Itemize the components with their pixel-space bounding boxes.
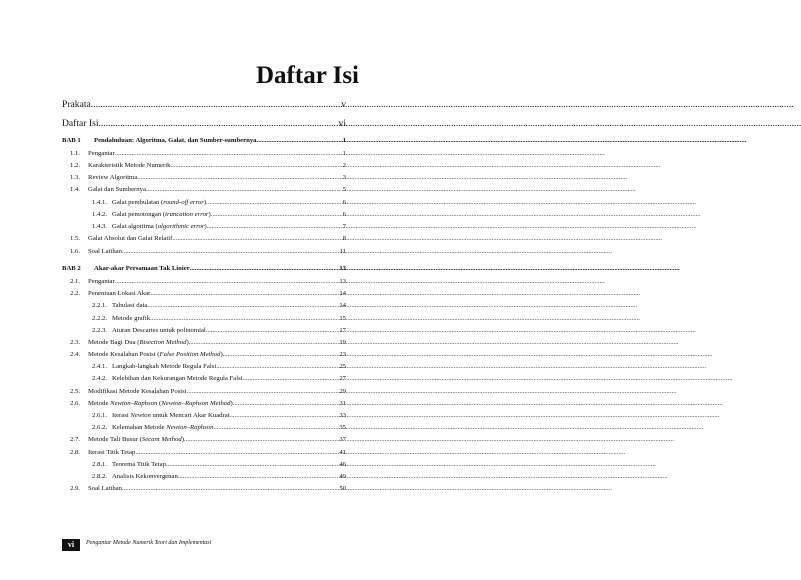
toc-leader-dots xyxy=(146,186,342,193)
toc-entry xyxy=(70,449,346,456)
toc-entry xyxy=(70,400,346,407)
toc-entry xyxy=(70,485,346,492)
toc-entry xyxy=(62,99,346,110)
toc-entry-page: 6 xyxy=(342,199,346,206)
toc-leader-dots xyxy=(233,400,339,407)
toc-entry-page: 13 xyxy=(339,278,346,285)
toc-entry xyxy=(70,174,346,181)
toc-entry xyxy=(92,375,346,382)
toc-entry-number: 2.1. xyxy=(70,278,81,285)
page-title: Daftar Isi xyxy=(255,62,359,89)
toc-entry-label: Galat pembulatan (round-off error) xyxy=(112,199,207,206)
toc-entry-page: 1 xyxy=(342,150,346,157)
toc-entry-page: 17 xyxy=(339,327,346,334)
toc-entry-label: Daftar Isi xyxy=(62,118,99,129)
toc-entry xyxy=(62,118,346,129)
toc-entry-number: 2.5. xyxy=(70,388,81,395)
toc-entry xyxy=(92,302,346,309)
toc-entry-label: Langkah-langkah Metode Regula Falsi xyxy=(112,363,217,370)
toc-leader-dots xyxy=(122,248,339,255)
toc-entry-label: Soal Latihan xyxy=(88,248,122,255)
toc-entry-page: 49 xyxy=(339,473,346,480)
toc-entry-number: 1.4. xyxy=(70,186,81,193)
toc-entry-label: Teorema Titik Tetap xyxy=(112,461,166,468)
toc-entry-number: 2.8.1. xyxy=(92,461,108,468)
toc-entry xyxy=(92,327,346,334)
toc-entry-label: Pengantar xyxy=(88,278,115,285)
toc-entry-page: 25 xyxy=(339,363,346,370)
toc-entry-page: 1 xyxy=(342,137,346,144)
toc-entry xyxy=(70,339,346,346)
toc-entry-number: 2.2.3. xyxy=(92,327,108,334)
toc-entry xyxy=(92,412,346,419)
toc-entry xyxy=(70,150,346,157)
toc-entry-number: 2.4.1. xyxy=(92,363,108,370)
toc-entry-number: 1.1. xyxy=(70,150,81,157)
toc-entry-number: 2.2.2. xyxy=(92,315,108,322)
toc-leader-dots xyxy=(178,473,339,480)
toc-leader-dots xyxy=(243,375,339,382)
toc-entry xyxy=(70,388,346,395)
toc-entry-page: 29 xyxy=(339,388,346,395)
toc-entry-label: Metode Bagi Dua (Bisection Method) xyxy=(88,339,189,346)
toc-entry-label: Prakata xyxy=(62,99,91,110)
toc-leader-dots xyxy=(115,150,342,157)
toc-entry-page: vi xyxy=(338,118,346,129)
toc-entry xyxy=(92,424,346,431)
toc-entry-number: 1.4.3. xyxy=(92,223,108,230)
toc-leader-dots xyxy=(115,278,339,285)
toc-entry-label: Kelemahan Metode Newton–Raphson xyxy=(112,424,214,431)
toc-entry-label: Modifikasi Metode Kesalahan Posisi xyxy=(88,388,187,395)
toc-entry xyxy=(62,137,346,144)
footer-book-title: Pengantar Metode Numerik Teori dan Implementasi xyxy=(86,540,212,546)
toc-leader-dots xyxy=(206,327,339,334)
toc-entry xyxy=(92,211,346,218)
toc-entry-label: Soal Latihan xyxy=(88,485,122,492)
toc-entry-number: 2.4. xyxy=(70,351,81,358)
toc-entry xyxy=(92,315,346,322)
toc-entry-label: Kelebihan dan Kekurangan Metode Regula Falsi xyxy=(112,375,243,382)
toc-entry-page: 23 xyxy=(339,351,346,358)
toc-entry-label: Metode grafik xyxy=(112,315,151,322)
toc-leader-dots xyxy=(230,412,339,419)
toc-entry xyxy=(92,223,346,230)
toc-leader-dots xyxy=(257,137,342,144)
footer-page-number: vi xyxy=(62,539,80,551)
toc-entry-label: Tabulasi data xyxy=(112,302,148,309)
toc-entry-number: 2.2. xyxy=(70,290,81,297)
toc-entry-number: 1.6. xyxy=(70,248,81,255)
toc-entry-label: Metode Newton–Raphson (Newton–Raphson Method) xyxy=(88,400,233,407)
toc-entry-label: Metode Tali Busur (Secant Method) xyxy=(88,436,185,443)
toc-entry-label: Pengantar xyxy=(88,150,115,157)
toc-entry-label: Iterasi Titik Tetap xyxy=(88,449,136,456)
toc-entry-page: 3 xyxy=(342,174,346,181)
toc-leader-dots xyxy=(150,315,338,322)
toc-entry-page: 8 xyxy=(342,235,346,242)
toc-entry-label: Metode Kesalahan Posisi (False Position Method) xyxy=(88,351,223,358)
toc-entry xyxy=(92,199,346,206)
toc-entry-label: Karakteristik Metode Numerik xyxy=(88,162,171,169)
toc-entry-page: 37 xyxy=(339,436,346,443)
toc-entry xyxy=(92,461,346,468)
toc-entry-page: 14 xyxy=(339,302,346,309)
toc-leader-dots xyxy=(147,302,338,309)
toc-entry-page: 46 xyxy=(339,461,346,468)
toc-entry-label: Pendahuluan: Algoritma, Galat, dan Sumber-sumbernya xyxy=(94,137,257,144)
toc-leader-dots xyxy=(206,199,342,206)
toc-entry-page: 6 xyxy=(342,211,346,218)
toc-entry-number: 2.7. xyxy=(70,436,81,443)
toc-entry-label: Galat algoritma (algorithmic error) xyxy=(112,223,207,230)
toc-leader-dots xyxy=(170,162,341,169)
toc-entry-number: 1.5. xyxy=(70,235,81,242)
toc-entry-number: 2.4.2. xyxy=(92,375,108,382)
toc-entry-number: 2.6.2. xyxy=(92,424,108,431)
toc-entry-page: 7 xyxy=(342,223,346,230)
toc-leader-dots xyxy=(187,388,339,395)
toc-entry-page: 11 xyxy=(339,248,346,255)
toc-leader-dots xyxy=(190,265,339,272)
toc-entry xyxy=(70,351,346,358)
toc-entry xyxy=(70,162,346,169)
toc-entry-number: 2.6.1. xyxy=(92,412,108,419)
toc-entry-label: Galat pemotongan (truncation error) xyxy=(112,211,211,218)
toc-entry-label: Galat dan Sumbernya xyxy=(88,186,146,193)
toc-entry-number: 2.2.1. xyxy=(92,302,108,309)
toc-entry xyxy=(70,248,346,255)
toc-leader-dots xyxy=(122,485,338,492)
toc-entry-label: Analisis Kekonvergenan xyxy=(112,473,178,480)
toc-entry-number: 1.4.1. xyxy=(92,199,108,206)
toc-leader-dots xyxy=(223,351,339,358)
toc-leader-dots xyxy=(172,235,341,242)
toc-entry-number: 2.3. xyxy=(70,339,81,346)
toc-entry-page: v xyxy=(341,99,346,110)
toc-leader-dots xyxy=(99,118,338,129)
toc-entry-label: Review Algoritma xyxy=(88,174,138,181)
toc-leader-dots xyxy=(189,339,339,346)
toc-entry-page: 13 xyxy=(339,265,346,272)
toc-entry-page: 33 xyxy=(339,412,346,419)
toc-entry xyxy=(70,278,346,285)
toc-entry-number: 2.6. xyxy=(70,400,81,407)
toc-entry-page: 5 xyxy=(342,186,346,193)
toc-entry xyxy=(92,473,346,480)
toc-entry-page: 50 xyxy=(339,485,346,492)
toc-entry-label: Galat Absolut dan Galat Relatif xyxy=(88,235,173,242)
toc-entry-page: 19 xyxy=(339,339,346,346)
toc-entry-label: Penentuan Lokasi Akar xyxy=(88,290,151,297)
toc-entry-number: 1.4.2. xyxy=(92,211,108,218)
toc-entry-label: Aturan Descartes untuk polinomial xyxy=(112,327,206,334)
toc-entry-label: Iterasi Newton untuk Mencari Akar Kuadrat xyxy=(112,412,230,419)
toc-leader-dots xyxy=(135,449,338,456)
toc-leader-dots xyxy=(166,461,338,468)
toc-entry-page: 27 xyxy=(339,375,346,382)
toc-leader-dots xyxy=(137,174,341,181)
toc-entry-number: BAB 1 xyxy=(62,137,81,144)
toc-entry xyxy=(70,235,346,242)
toc-entry xyxy=(70,290,346,297)
toc-entry-page: 15 xyxy=(339,315,346,322)
toc-entry-number: BAB 2 xyxy=(62,265,81,272)
toc-entry-page: 14 xyxy=(339,290,346,297)
toc-entry-number: 1.3. xyxy=(70,174,81,181)
toc-entry-page: 2 xyxy=(342,162,346,169)
toc-entry xyxy=(92,363,346,370)
toc-entry-number: 2.8. xyxy=(70,449,81,456)
toc-leader-dots xyxy=(213,424,338,431)
toc-entry xyxy=(70,186,346,193)
toc-entry-label: Akar-akar Persamaan Tak Linier xyxy=(94,265,190,272)
toc-entry-page: 31 xyxy=(339,400,346,407)
toc-leader-dots xyxy=(207,223,342,230)
toc-entry xyxy=(70,436,346,443)
toc-entry xyxy=(62,265,346,272)
toc-entry-number: 1.2. xyxy=(70,162,81,169)
toc-entry-page: 41 xyxy=(339,449,346,456)
toc-leader-dots xyxy=(91,99,340,110)
toc-leader-dots xyxy=(216,363,338,370)
toc-leader-dots xyxy=(150,290,338,297)
toc-entry-number: 2.9. xyxy=(70,485,81,492)
toc-leader-dots xyxy=(211,211,342,218)
toc-leader-dots xyxy=(184,436,338,443)
toc-entry-page: 35 xyxy=(339,424,346,431)
toc-entry-number: 2.8.2. xyxy=(92,473,108,480)
